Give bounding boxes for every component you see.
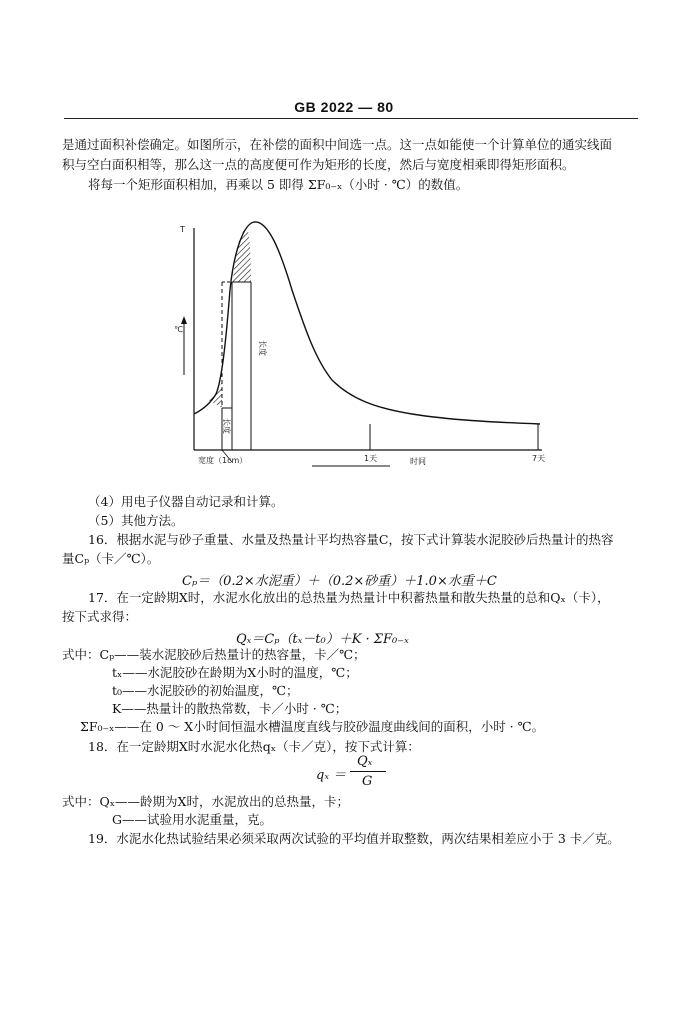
sec17-formula: Qₓ＝Cₚ（tₓ－t₀）＋K · ΣF₀₋ₓ (236, 632, 409, 647)
fraction-bar (350, 771, 386, 772)
item-5: （5）其他方法。 (88, 513, 184, 528)
intro-line-3: 将每一个矩形面积相加，再乘以 5 即得 ΣF₀₋ₓ（小时 · ℃）的数值。 (88, 177, 469, 192)
sec17-def-cp: 式中：Cₚ——装水泥胶砂后热量计的热容量，卡／℃； (62, 647, 366, 662)
sec16-line-1: 16．根据水泥与砂子重量、水量及热量计平均热容量C，按下式计算装水泥胶砂后热量计的热容 (88, 532, 614, 547)
sec17-def-sigma: ΣF₀₋ₓ——在 0 ～ X小时间恒温水槽温度直线与胶砂温度曲线间的面积，小时 · ℃。 (80, 719, 545, 734)
intro-line-2: 积与空白面积相等，那么这一点的高度便可作为矩形的长度，然后与宽度相乘即得矩形面积。 (62, 157, 575, 172)
temperature-area-figure (150, 200, 570, 480)
sec17-def-k: K——热量计的散热常数，卡／小时 · ℃； (112, 701, 348, 716)
height-label-tall: 长度 (258, 340, 267, 356)
sec18-def-g: G——试验用水泥重量，克。 (112, 812, 272, 827)
height-label-small: 长度 (222, 418, 231, 434)
day1-label: 1天 (364, 454, 378, 463)
sec16-formula: Cₚ＝（0.2×水泥重）＋（0.2×砂重）＋1.0×水重＋C (182, 574, 497, 589)
sec19-line-1: 19．水泥水化热试验结果必须采取两次试验的平均值并取整数，两次结果相差应小于 3 卡／克。 (88, 831, 620, 846)
sec16-line-2: 量Cₚ（卡／℃）。 (62, 551, 160, 566)
day7-label: 7天 (532, 454, 546, 463)
intro-line-1: 是通过面积补偿确定。如图所示，在补偿的面积中间选一点。这一点如能使一个计算单位的通实线面 (62, 137, 613, 152)
sec18-formula-lhs: qₓ ＝ (316, 768, 347, 783)
sec18-denominator: G (362, 774, 373, 789)
sec18-def-qx: 式中：Qₓ——龄期为X时，水泥放出的总热量，卡； (62, 794, 349, 809)
page-header: GB 2022 — 80 (294, 99, 394, 115)
width-label: 宽度（1cm） (198, 456, 248, 465)
sec17-def-t0: t₀——水泥胶砂的初始温度，℃； (112, 683, 299, 698)
sec18-numerator: Qₓ (357, 754, 373, 769)
sec17-line-2: 按下式求得： (62, 609, 138, 624)
sec17-def-tx: tₓ——水泥胶砂在龄期为X小时的温度，℃； (112, 665, 358, 680)
y-unit-label: ℃ (174, 325, 183, 334)
time-label: 时间 (410, 457, 426, 466)
header-rule (64, 118, 638, 119)
y-axis-label: T (180, 225, 185, 234)
sec17-line-1: 17．在一定龄期X时，水泥水化放出的总热量为热量计中积蓄热量和散失热量的总和Qₓ（卡）， (88, 590, 610, 605)
item-4: （4）用电子仪器自动记录和计算。 (88, 494, 284, 509)
sec18-line-1: 18．在一定龄期X时水泥水化热qₓ（卡／克），按下式计算： (88, 739, 420, 754)
y-arrowhead-icon (181, 316, 187, 324)
